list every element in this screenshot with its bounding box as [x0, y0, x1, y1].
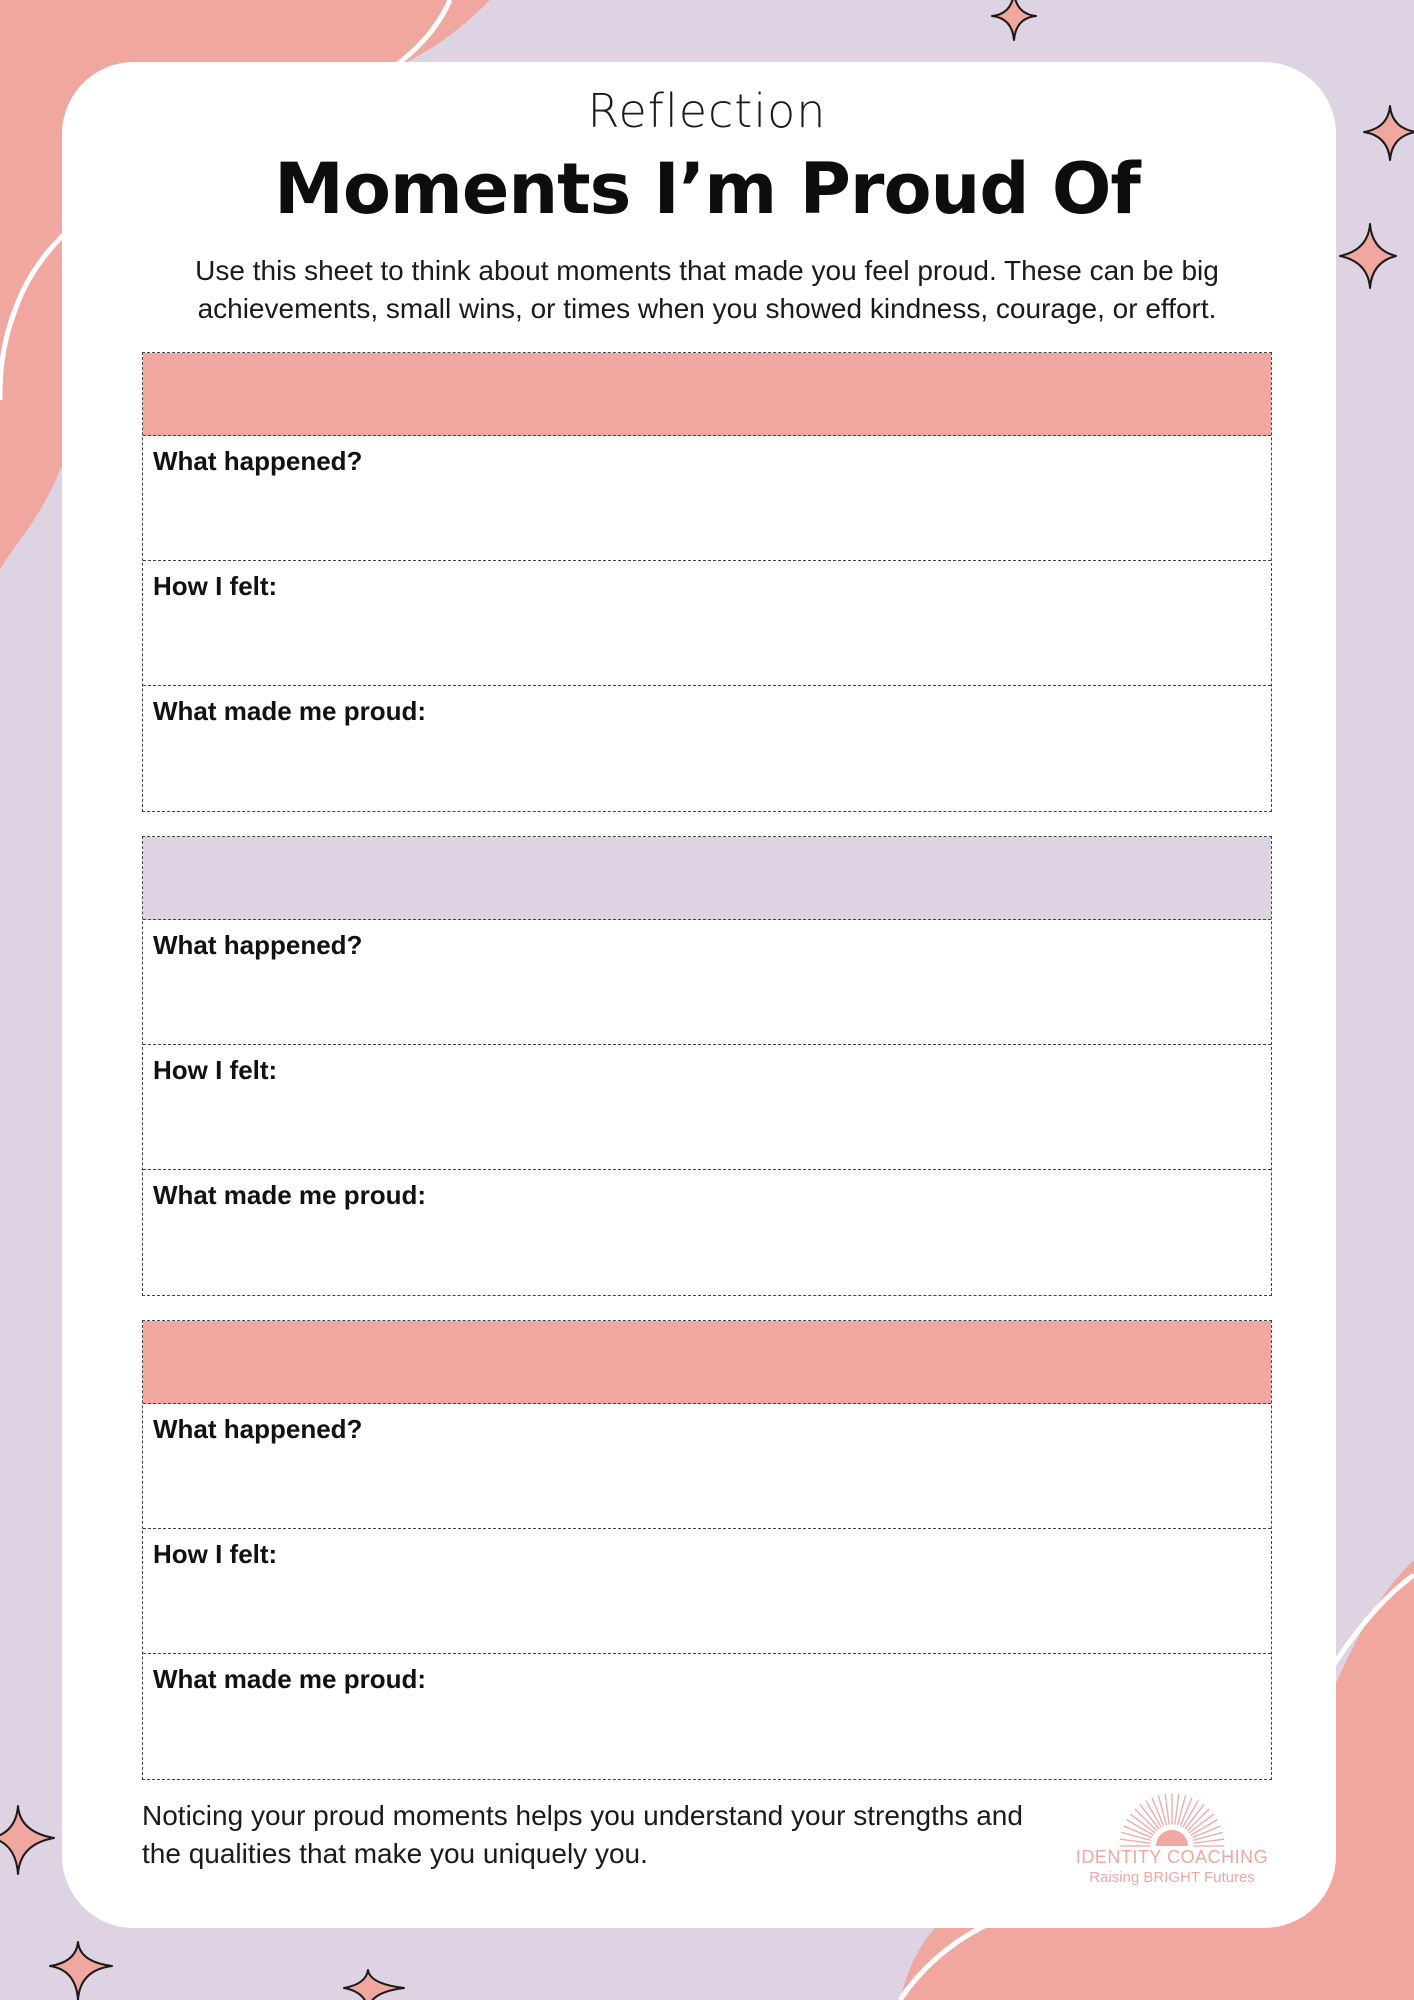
what-made-me-proud-field[interactable]: [143, 686, 1271, 811]
what-made-me-proud-field[interactable]: [143, 1654, 1271, 1779]
field-label: How I felt:: [153, 1539, 278, 1569]
footer-note: Noticing your proud moments helps you understand your strengths and the qualities that make you uniquely you.: [142, 1800, 1023, 1869]
field-label: How I felt:: [153, 571, 278, 601]
field-label: What happened?: [153, 1414, 363, 1444]
field-label: What made me proud:: [153, 1180, 427, 1210]
moment-section-1: [142, 352, 1272, 812]
field-label: How I felt:: [153, 1055, 278, 1085]
how-i-felt-field[interactable]: [143, 1045, 1271, 1170]
what-happened-field[interactable]: [143, 920, 1271, 1045]
section-header-bar: [143, 353, 1271, 436]
field-label: What happened?: [153, 446, 363, 476]
what-happened-field[interactable]: [143, 1404, 1271, 1529]
field-label: What made me proud:: [153, 696, 427, 726]
section-header-bar: [143, 837, 1271, 920]
how-i-felt-field[interactable]: [143, 561, 1271, 686]
brand-logo: [1072, 1780, 1272, 1890]
logo-tagline: Raising BRIGHT Futures: [1089, 1869, 1255, 1886]
moment-section-3: [142, 1320, 1272, 1780]
field-label: What made me proud:: [153, 1664, 427, 1694]
what-happened-field[interactable]: [143, 436, 1271, 561]
worksheet-subtitle: Reflection: [587, 84, 827, 138]
field-label: What happened?: [153, 930, 363, 960]
section-header-bar: [143, 1321, 1271, 1404]
what-made-me-proud-field[interactable]: [143, 1170, 1271, 1295]
intro-text: Use this sheet to think about moments that made you feel proud. These can be big achievements, small wins, or times when you showed kindness, courage, or effort.: [195, 255, 1219, 324]
moment-section-2: [142, 836, 1272, 1296]
logo-name: IDENTITY COACHING: [1075, 1847, 1269, 1867]
worksheet-title: Moments I’m Proud Of: [274, 148, 1140, 230]
sunburst-icon: [1072, 1780, 1272, 1850]
how-i-felt-field[interactable]: [143, 1529, 1271, 1654]
